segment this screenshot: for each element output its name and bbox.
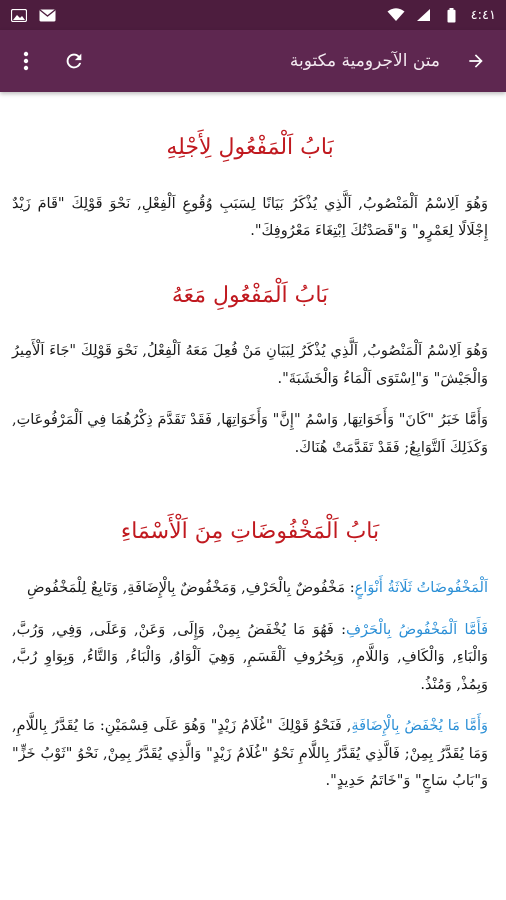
section-title: بَابُ اَلْمَخْفُوضَاتِ مِنَ اَلْأَسْمَاءِ <box>120 519 380 545</box>
cell-signal-icon <box>415 8 433 22</box>
app-title: متن الآجرومية مكتوبة <box>289 51 440 71</box>
section-title: بَابُ اَلْمَفْعُولِ مَعَهُ <box>171 282 329 308</box>
paragraph-text: : مَخْفُوضٌ بِالْحَرْفِ, وَمَخْفُوضٌ بِالْإِضَافَةِ, وَتَابِعٌ لِلْمَخْفُوضِ <box>26 580 355 597</box>
arrow-back-icon[interactable] <box>454 39 498 83</box>
paragraph-text: : فَهُوَ مَا يُخْفَضُ بِمِنْ, وَإِلَى, وَعَنْ, وَعَلَى, وَفِي, وَرُبَّ, وَالْبَاءِ, وَالْكَافِ, وَاللَّامِ, وَبِحُرُوفِ اَلْقَسَمِ, وَهِيَ اَلْوَاوُ, وَالْبَاءُ, وَالتَّاءُ, وَبِوَاوِ رُبَّ, وَبِمُذْ, وَمُنْذُ. <box>12 621 488 693</box>
mail-icon <box>38 8 56 22</box>
status-bar <box>0 0 506 30</box>
paragraph: وَأَمَّا خَبَرُ "كَانَ" وَأَخَوَاتِهَا, وَاسْمُ "إِنَّ" وَأَخَوَاتِهَا, فَقَدْ تَقَدَّمَ ذِكْرُهُمَا فِي اَلْمَرْفُوعَاتِ, وَكَذَلِكَ اَلتَّوَابِعُ; فَقَدْ تَقَدَّمَتْ هُنَاكَ. <box>12 412 488 456</box>
paragraph <box>12 617 488 700</box>
app-bar <box>0 30 506 92</box>
paragraph: وَهُوَ اَلِاسْمُ اَلْمَنْصُوبُ, اَلَّذِي يُذْكَرُ لِبَيَانِ مَنْ فُعِلَ مَعَهُ اَلْفِعْلُ, نَحْوَ قَوْلِكَ "جَاءَ اَلْأَمِيرُ وَالْجَيْشَ" وَ"اِسْتَوَى اَلْمَاءُ وَالْخَشَبَةَ". <box>12 343 488 387</box>
highlighted-term: فَأَمَّا اَلْمَخْفُوضُ بِالْحَرْفِ <box>346 621 488 638</box>
refresh-icon[interactable] <box>52 39 96 83</box>
book-content[interactable] <box>0 92 506 900</box>
section-maful-maah <box>12 282 488 463</box>
battery-icon <box>443 8 461 22</box>
paragraph <box>12 713 488 796</box>
section-maful-liajlih <box>12 134 488 246</box>
section-makhfoudat <box>12 518 488 795</box>
status-right-icons <box>387 8 496 23</box>
section-title: بَابُ اَلْمَفْعُولِ لِأَجْلِهِ <box>166 135 334 160</box>
image-icon <box>10 8 28 22</box>
status-left-icons <box>10 8 56 22</box>
paragraph: وَهُوَ اَلِاسْمُ اَلْمَنْصُوبُ, اَلَّذِي يُذْكَرُ بَيَانًا لِسَبَبِ وُقُوعِ اَلْفِعْلِ, نَحْوَ قَوْلِكَ "قَامَ زَيْدٌ إِجْلَالًا لِعَمْرٍو" وَ"قَصَدْتُكَ اِبْتِغَاءَ مَعْرُوفِكَ". <box>12 195 488 240</box>
highlighted-term: اَلْمَخْفُوضَاتُ ثَلَاثَةُ أَنْوَاعٍ <box>354 580 488 597</box>
highlighted-term: وَأَمَّا مَا يُخْفَضُ بِالْإِضَافَةِ <box>351 718 488 735</box>
paragraph-text: , فَنَحْوُ قَوْلِكَ "غُلَامُ زَيْدٍ" وَهُوَ عَلَى قِسْمَيْنِ: مَا يُقَدَّرُ بِاللَّامِ, وَمَا يُقَدَّرُ بِمِنْ; فَالَّذِي يُقَدَّرُ بِاللَّامِ نَحْوُ "غُلَامُ زَيْدٍ" وَالَّذِي يُقَدَّرُ بِمِنْ, نَحْوُ "ثَوْبُ خَزٍّ" وَ"بَابُ سَاجٍ" وَ"خَاتَمُ حَدِيدٍ". <box>12 718 488 790</box>
paragraph <box>12 575 488 603</box>
wifi-icon <box>387 8 405 22</box>
status-time: ٤:٤١ <box>470 7 496 23</box>
more-vert-icon[interactable] <box>4 39 48 83</box>
